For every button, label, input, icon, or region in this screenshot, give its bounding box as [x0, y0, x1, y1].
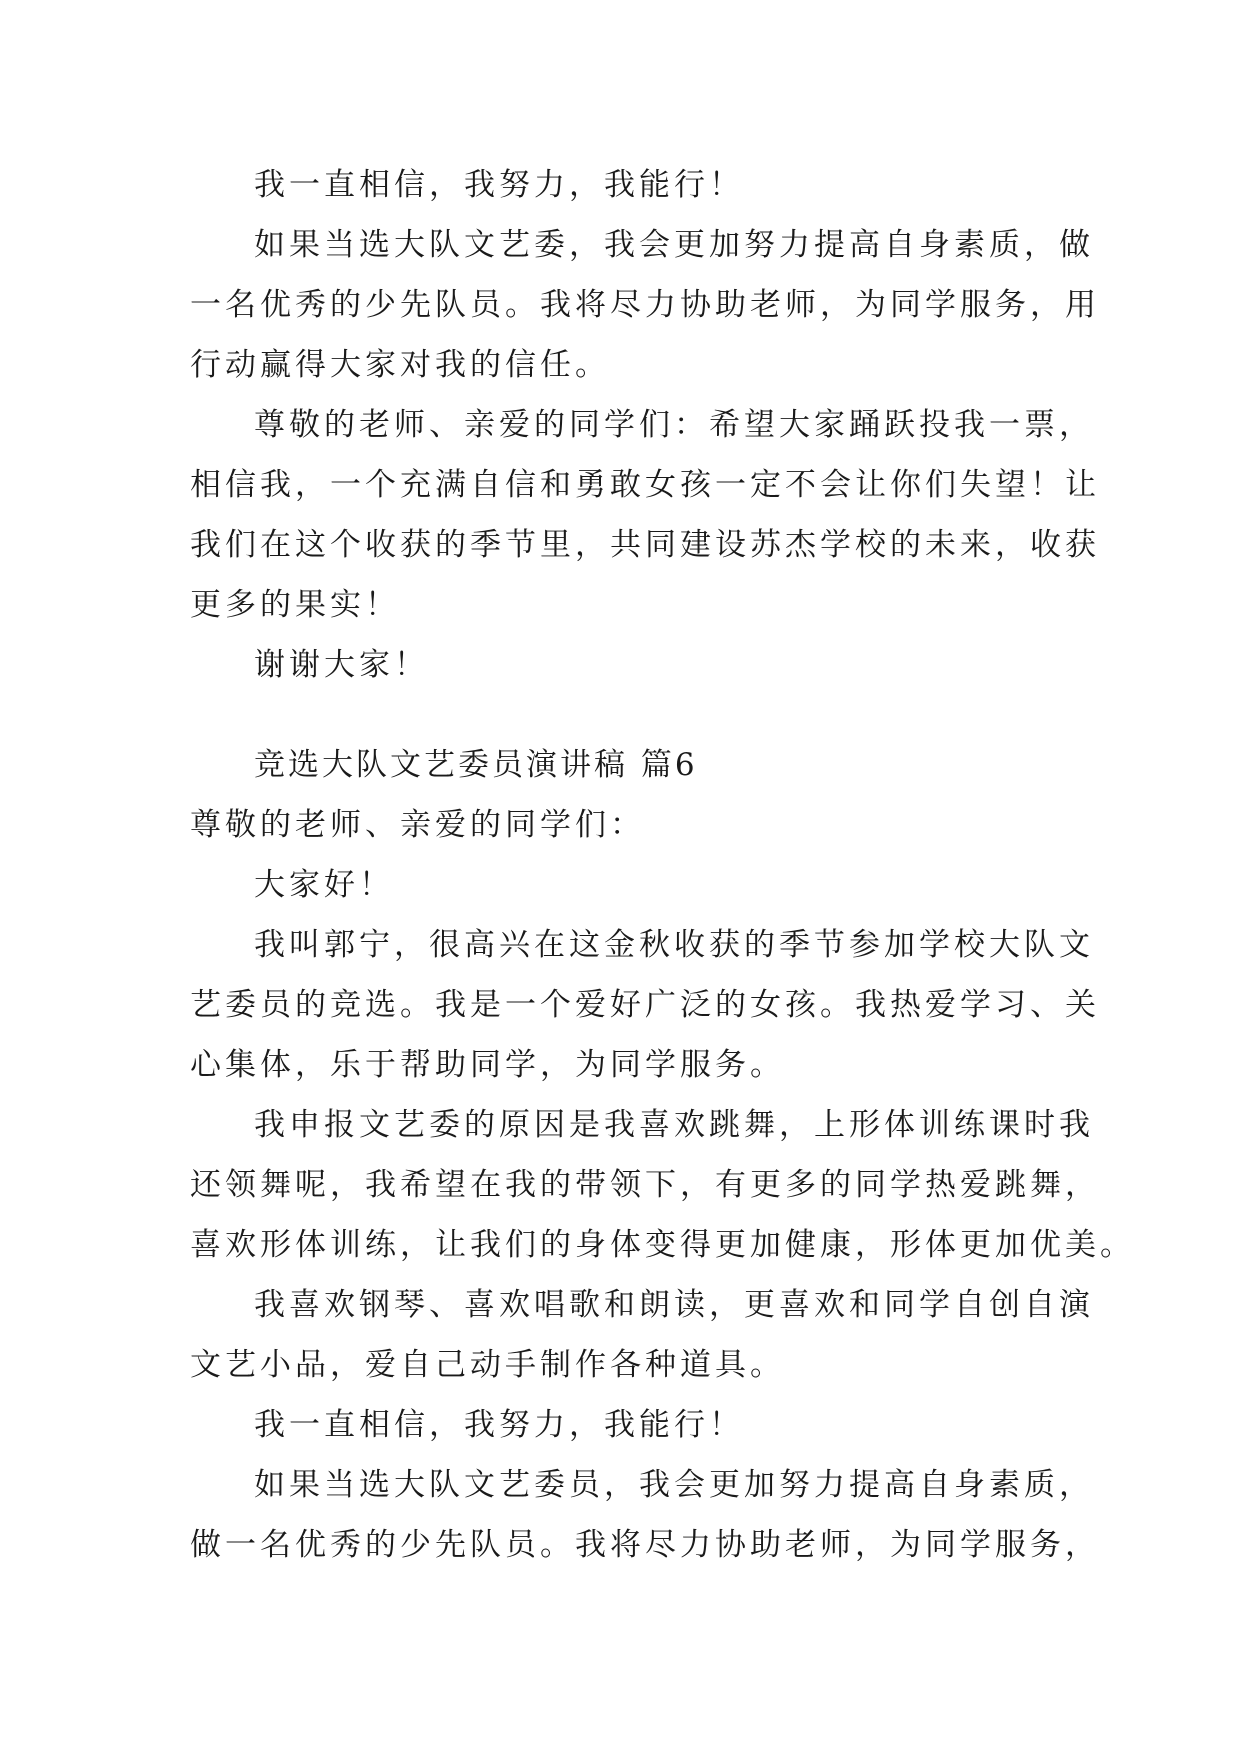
- greeting-line: 大家好！: [254, 867, 394, 903]
- paragraph-line: 做一名优秀的少先队员。我将尽力协助老师，为同学服务，: [190, 1527, 1100, 1563]
- paragraph-line: 行动赢得大家对我的信任。: [190, 347, 610, 383]
- paragraph-line: 我一直相信，我努力，我能行！: [254, 167, 744, 203]
- paragraph-line: 喜欢形体训练，让我们的身体变得更加健康，形体更加优美。: [190, 1227, 1135, 1263]
- section-top: [190, 155, 1100, 695]
- paragraph-line: 文艺小品，爱自己动手制作各种道具。: [190, 1347, 785, 1383]
- paragraph-line: 相信我，一个充满自信和勇敢女孩一定不会让你们失望！让: [190, 467, 1100, 503]
- paragraph-line: 还领舞呢，我希望在我的带领下，有更多的同学热爱跳舞，: [190, 1167, 1100, 1203]
- paragraph-line: 尊敬的老师、亲爱的同学们：希望大家踊跃投我一票，: [254, 407, 1094, 443]
- paragraph-line: 我一直相信，我努力，我能行！: [254, 1407, 744, 1443]
- paragraph-line: 谢谢大家！: [254, 647, 429, 683]
- section-bottom: [190, 735, 1135, 1575]
- paragraph-line: 更多的果实！: [190, 587, 400, 623]
- section-title: 竞选大队文艺委员演讲稿 篇6: [254, 747, 698, 783]
- paragraph-line: 我叫郭宁，很高兴在这金秋收获的季节参加学校大队文: [254, 927, 1094, 963]
- paragraph-line: 心集体，乐于帮助同学，为同学服务。: [190, 1047, 785, 1083]
- paragraph-line: 如果当选大队文艺委员，我会更加努力提高自身素质，: [254, 1467, 1094, 1503]
- paragraph-line: 如果当选大队文艺委，我会更加努力提高自身素质，做: [254, 227, 1094, 263]
- paragraph-line: 一名优秀的少先队员。我将尽力协助老师，为同学服务，用: [190, 287, 1100, 323]
- paragraph-line: 艺委员的竞选。我是一个爱好广泛的女孩。我热爱学习、关: [190, 987, 1100, 1023]
- paragraph-line: 我申报文艺委的原因是我喜欢跳舞，上形体训练课时我: [254, 1107, 1094, 1143]
- paragraph-line: 我喜欢钢琴、喜欢唱歌和朗读，更喜欢和同学自创自演: [254, 1287, 1094, 1323]
- salutation-line: 尊敬的老师、亲爱的同学们：: [190, 807, 645, 843]
- paragraph-line: 我们在这个收获的季节里，共同建设苏杰学校的未来，收获: [190, 527, 1100, 563]
